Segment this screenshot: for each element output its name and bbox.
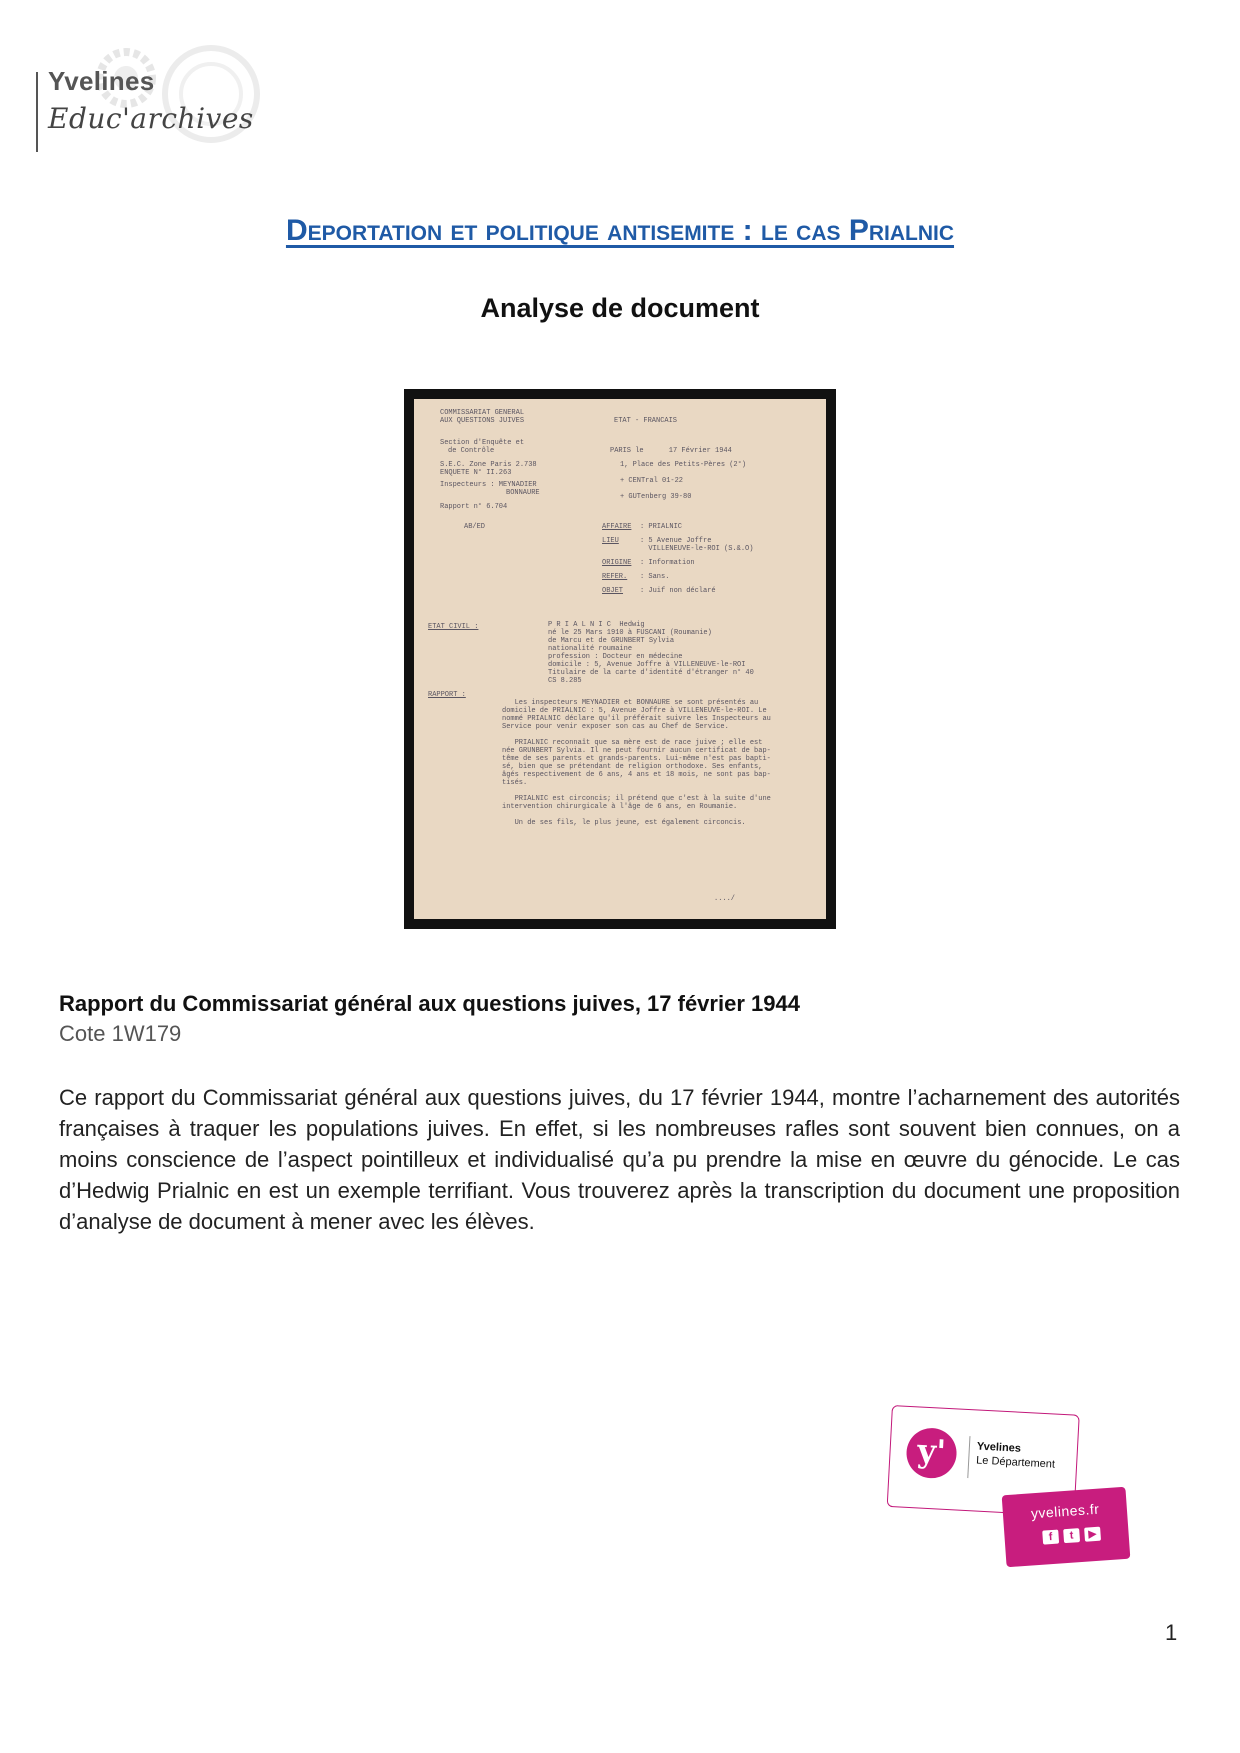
scan-field-value: : Juif non déclaré	[640, 587, 716, 595]
scan-rapport-line: tisés.	[502, 779, 528, 787]
scan-line: Rapport n° 6.704	[440, 503, 508, 511]
scan-etat-civil-line: Titulaire de la carte d'identité d'étranger n° 40	[548, 669, 754, 677]
page-title-text: Deportation et politique antisemite : le cas Prialnic	[285, 214, 955, 247]
scan-line: Inspecteurs : MEYNADIER	[440, 481, 537, 489]
logo-name: Yvelines	[976, 1440, 1022, 1455]
scan-field-label: AFFAIRE	[602, 523, 632, 531]
scan-rapport-label: RAPPORT :	[428, 691, 466, 699]
scan-rapport-line: Un de ses fils, le plus jeune, est également circoncis.	[502, 819, 746, 827]
scan-rapport-line: Service pour venir exposer son cas au Chef de Service.	[502, 723, 729, 731]
scan-line: ENQUETE N° II.263	[440, 469, 512, 477]
scan-field-label: OBJET	[602, 587, 624, 595]
scan-etat-civil-label: ETAT CIVIL :	[428, 623, 479, 631]
scan-rapport-line: tême de ses parents et grands-parents. Lui-même n'est pas bapti-	[502, 755, 771, 763]
scan-phone: + CENTral 01-22	[620, 477, 684, 485]
facebook-icon[interactable]: f	[1042, 1530, 1059, 1545]
scan-field-label: ORIGINE	[602, 559, 632, 567]
scan-field-value: : Sans.	[640, 573, 670, 581]
website-badge[interactable]	[1002, 1487, 1131, 1567]
logo-separator	[967, 1436, 970, 1478]
scan-line: de Contrôle	[448, 447, 495, 455]
scan-field-label: LIEU	[602, 537, 619, 545]
twitter-icon[interactable]: t	[1063, 1528, 1080, 1543]
scan-rapport-line: domicile de PRIALNIC : 5, Avenue Joffre à VILLENEUVE-le-ROI. Le	[502, 707, 767, 715]
logo-line2: Educ'archives	[48, 102, 254, 135]
educarchives-logo	[26, 28, 266, 168]
scan-etat-civil-line: né le 25 Mars 1910 à FUSCANI (Roumanie)	[548, 629, 712, 637]
scan-rapport-line: nommé PRIALNIC déclare qu'il préférait suivre les Inspecteurs au	[502, 715, 771, 723]
scan-line: BONNAURE	[506, 489, 540, 497]
scan-etat-civil-line: de Marcu et de GRUNBERT Sylvia	[548, 637, 675, 645]
scan-line: AB/ED	[464, 523, 486, 531]
scan-address: 1, Place des Petits-Pères (2°)	[620, 461, 747, 469]
youtube-icon[interactable]: ▶	[1084, 1527, 1101, 1542]
scan-field-value: VILLENEUVE-le-ROI (S.&.O)	[640, 545, 754, 553]
scan-line: Section d'Enquête et	[440, 439, 525, 447]
scan-rapport-line: âgés respectivement de 6 ans, 4 ans et 18 mois, ne sont pas bap-	[502, 771, 771, 779]
document-reference: Cote 1W179	[59, 1021, 182, 1046]
scan-etat-civil-line: profession : Docteur en médecine	[548, 653, 683, 661]
scan-rapport-line: PRIALNIC est circoncis; il prétend que c'est à la suite d'une	[502, 795, 771, 803]
scan-field-value: : 5 Avenue Joffre	[640, 537, 712, 545]
scan-line: S.E.C. Zone Paris 2.738	[440, 461, 537, 469]
scan-rapport-line: intervention chirurgicale à l'âge de 6 ans, en Roumanie.	[502, 803, 738, 811]
scan-field-value: : PRIALNIC	[640, 523, 683, 531]
yvelines-departement-logo	[892, 1405, 1140, 1577]
scan-field-value: : Information	[640, 559, 695, 567]
scan-date: PARIS le 17 Février 1944	[610, 447, 732, 455]
archive-document-scan	[404, 389, 836, 929]
scan-line: AUX QUESTIONS JUIVES	[440, 417, 525, 425]
page-subtitle: Analyse de document	[480, 293, 760, 323]
website-link[interactable]: yvelines.fr	[1030, 1500, 1100, 1522]
social-icons	[1042, 1527, 1101, 1545]
scan-etat-civil-line: nationalité roumaine	[548, 645, 633, 653]
logo-subname: Le Département	[975, 1454, 1056, 1471]
scan-rapport-line: PRIALNIC reconnaît que sa mère est de race juive ; elle est	[502, 739, 763, 747]
scan-phone: + GUTenberg 39-80	[620, 493, 692, 501]
page-title	[0, 214, 1240, 248]
scan-rapport-line: Les inspecteurs MEYNADIER et BONNAURE se sont présentés au	[502, 699, 759, 707]
scan-continued: ..../	[714, 895, 736, 903]
scan-etat-civil-line: domicile : 5, Avenue Joffre à VILLENEUVE-le-ROI	[548, 661, 746, 669]
logo-divider	[36, 72, 38, 152]
document-description: Ce rapport du Commissariat général aux questions juives, du 17 février 1944, montre l’acharnement des autorités françaises à traquer les populations juives. En effet, si les nombreuses rafles sont souvent bien connues, on a moins conscience de l’aspect pointilleux et individualisé qu’a pu prendre la mise en œuvre du génocide. Le cas d’Hedwig Prialnic en est un exemple terrifiant. Vous trouverez après la transcription du document une proposition d’analyse de document à mener avec les élèves.	[59, 1085, 1180, 1234]
scan-line: COMMISSARIAT GENERAL	[440, 409, 525, 417]
scan-rapport-line: sé, bien que se prétendant de religion orthodoxe. Ses enfants,	[502, 763, 763, 771]
page-number: 1	[1165, 1620, 1178, 1645]
gear-and-rings-icon	[26, 28, 266, 168]
archive-paper	[414, 399, 826, 919]
scan-etat-civil-line: P R I A L N I C Hedwig	[548, 621, 645, 629]
scan-etat-civil-line: CS 8.285	[548, 677, 582, 685]
document-caption: Rapport du Commissariat général aux questions juives, 17 février 1944	[59, 991, 800, 1016]
logo-line1: Yvelines	[48, 66, 155, 96]
yvelines-mark-icon: y'	[905, 1427, 958, 1480]
scan-rapport-line: née GRUNBERT Sylvia. Il ne peut fournir aucun certificat de bap-	[502, 747, 771, 755]
scan-field-label: REFER.	[602, 573, 628, 581]
scan-header-right: ETAT - FRANCAIS	[614, 417, 678, 425]
